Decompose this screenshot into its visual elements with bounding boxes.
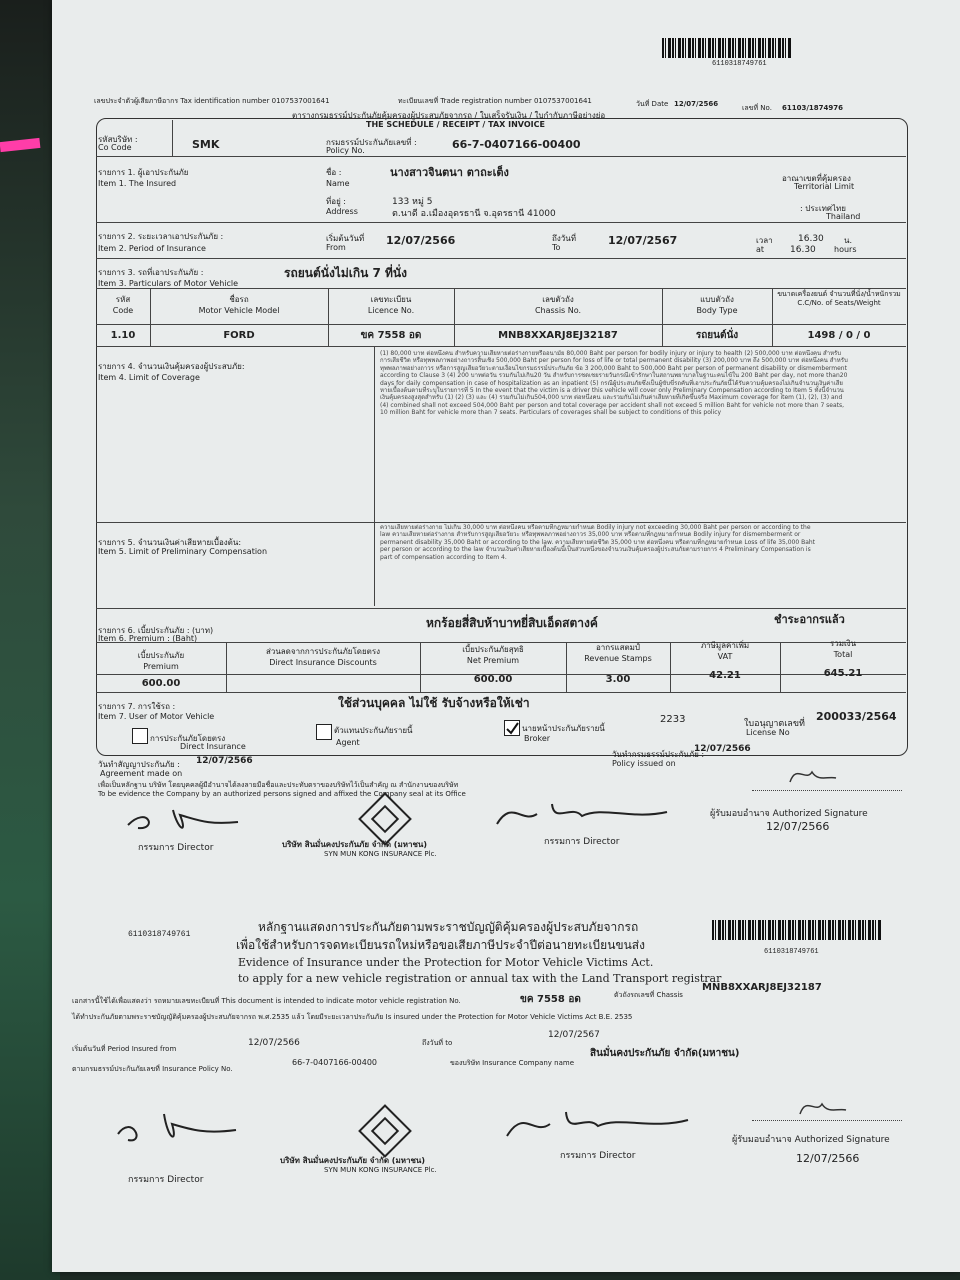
date-label: วันที่ Date [636, 100, 669, 108]
trade-registration: ทะเบียนเลขที่ Trade registration number 0107537001641 [398, 97, 592, 105]
evidence-title-en-2: to apply for a new vehicle registration or annual tax with the Land Transport registrar [238, 972, 722, 985]
evidence-to-value: 12/07/2567 [548, 1030, 600, 1040]
header-th: ภาษีมูลค่าเพิ่ม [700, 641, 750, 650]
license-label-th: ใบอนุญาตเลขที่ [744, 719, 805, 729]
header-th: ส่วนลดจากการประกันภัยโดยตรง [265, 647, 381, 656]
address-label-en: Address [326, 207, 358, 216]
divider [374, 346, 375, 522]
director-signature-2 [492, 794, 672, 834]
header-th: รวมเงิน [829, 639, 857, 648]
divider [96, 324, 906, 325]
discount-header [226, 646, 420, 668]
agent-label-th: ตัวแทนประกันภัยรายนี้ [334, 726, 413, 735]
director-signature-4 [502, 1102, 692, 1146]
divider [226, 642, 227, 692]
evidence-title-en-1: Evidence of Insurance under the Protection for Motor Vehicle Victims Act. [238, 956, 654, 969]
broker-label-en: Broker [524, 734, 551, 743]
divider [96, 258, 906, 259]
total-value: 645.21 [823, 668, 863, 679]
item7-label-en: Item 7. User of Motor Vehicle [98, 712, 215, 721]
license-number: 200033/2564 [816, 710, 897, 723]
company-name-th-1: บริษัท สินมั่นคงประกันภัย จำกัด (มหาชน) [282, 840, 428, 849]
company-logo-icon-2 [358, 1104, 412, 1158]
header-th: เลขทะเบียน [370, 295, 412, 304]
territory-label-en: Territorial Limit [794, 182, 855, 191]
tax-id: เลขประจำตัวผู้เสียภาษีอากร Tax identification number 0107537001641 [94, 97, 330, 105]
divider [96, 608, 906, 609]
time-value-to: 16.30 [790, 245, 816, 255]
evidence-policy-label: ตามกรมธรรม์ประกันภัยเลขที่ Insurance Policy No. [72, 1065, 233, 1073]
time-value-from: 16.30 [798, 234, 824, 244]
item1-label-en: Item 1. The Insured [98, 179, 177, 188]
net-premium-header [420, 644, 566, 666]
header-th: เบี้ยประกันภัยสุทธิ [462, 645, 524, 654]
title-english: THE SCHEDULE / RECEIPT / TAX INVOICE [366, 120, 545, 129]
direct-insurance-label-th: การประกันภัยโดยตรง [150, 734, 226, 743]
broker-code: 2233 [660, 714, 686, 725]
policy-label-en: Policy No. [326, 146, 365, 155]
divider [670, 642, 671, 692]
vat-header [670, 640, 780, 662]
to-label-th: ถึงวันที่ [552, 234, 576, 243]
vehicle-header-model [150, 294, 328, 316]
header-th: ชื่อรถ [229, 295, 249, 304]
vehicle-licence: ขค 7558 อด [360, 330, 422, 341]
territory-label-th: อาณาเขตที่คุ้มครอง [782, 174, 851, 183]
co-code-label-th: รหัสบริษัท : [98, 135, 138, 144]
license-label-en: License No [746, 728, 790, 737]
director-signature-3 [112, 1104, 242, 1154]
co-code-value: SMK [192, 138, 220, 151]
director-label-1: กรรมการ Director [138, 843, 214, 853]
name-label-th: ชื่อ : [326, 168, 342, 177]
item5-label-en: Item 5. Limit of Preliminary Compensation [98, 547, 268, 556]
evidence-barcode-number-left: 6110318749761 [128, 930, 191, 939]
address-line2: ต.นาดี อ.เมืองอุดรธานี จ.อุดรธานี 41000 [392, 209, 556, 219]
broker-checkbox[interactable] [504, 720, 520, 736]
header-th: ขนาดเครื่องยนต์ จำนวนที่นั่ง/น้ำหนักรวม [777, 290, 901, 298]
evidence-registration-label: เอกสารนี้ใช้ได้เพื่อแสดงว่า รถหมายเลขทะเบียนที่ This document is intended to indicate motor vehicle registration No. [72, 997, 461, 1005]
vehicle-chassis: MNB8XXARJ8EJ32187 [498, 330, 618, 341]
evidence-clause-th: เพื่อเป็นหลักฐาน บริษัท โดยบุคคลผู้มีอำนาจได้ลงลายมือชื่อและประทับตราของบริษัทไว้เป็นสำคัญ ณ สำนักงานของบริษัท [98, 781, 459, 789]
header-th: แบบตัวถัง [700, 295, 734, 304]
header-th: อากรแสตมป์ [595, 643, 641, 652]
address-label-th: ที่อยู่ : [326, 197, 347, 206]
evidence-company-value: สินมั่นคงประกันภัย จำกัด(มหาชน) [590, 1048, 740, 1059]
doc-no-label: เลขที่ No. [742, 104, 772, 112]
divider [96, 288, 906, 289]
header-th: รหัส [115, 295, 131, 304]
premium-in-words: หกร้อยสี่สิบห้าบาทยี่สิบเอ็ดสตางค์ [426, 616, 598, 630]
authorized-date-1: 12/07/2566 [766, 820, 830, 833]
evidence-from-label: เริ่มต้นวันที่ Period Insured from [72, 1045, 177, 1053]
agreement-date: 12/07/2566 [196, 756, 253, 766]
header-en: C.C/No. of Seats/Weight [797, 299, 881, 307]
time-unit-th: น. [844, 236, 853, 245]
time-label-en: at [756, 245, 765, 254]
from-label-th: เริ่มต้นวันที่ [326, 234, 365, 243]
header-en: Code [112, 306, 134, 315]
divider [374, 522, 375, 606]
item5-label-th: รายการ 5. จำนวนเงินค่าเสียหายเบื้องต้น: [98, 538, 242, 547]
divider [780, 642, 781, 692]
authorized-label-1: ผู้รับมอบอำนาจ Authorized Signature [710, 809, 868, 819]
header-en: Body Type [696, 306, 738, 315]
to-label-en: To [552, 243, 561, 252]
company-name-en-2: SYN MUN KONG INSURANCE Plc. [324, 1166, 437, 1174]
stamp-duty-paid: ชำระอากรแล้ว [774, 613, 845, 626]
header-en: Premium [143, 662, 179, 671]
issued-label-th: วันทำกรมธรรม์ประกันภัย : [612, 750, 705, 759]
header-en: VAT [717, 652, 733, 661]
total-header [780, 638, 906, 660]
header-en: Revenue Stamps [584, 654, 652, 663]
evidence-to-label: ถึงวันที่ to [422, 1039, 453, 1047]
address-line1: 133 หมู่ 5 [392, 197, 433, 207]
header-en: Direct Insurance Discounts [269, 658, 377, 667]
broker-label-th: นายหน้าประกันภัยรายนี้ [522, 724, 605, 733]
premium-value: 600.00 [141, 678, 181, 689]
issued-date: 12/07/2566 [694, 744, 751, 754]
policy-number: 66-7-0407166-00400 [452, 138, 581, 151]
item6-label-th: รายการ 6. เบี้ยประกันภัย : (บาท) [98, 626, 214, 635]
direct-insurance-label-en: Direct Insurance [180, 742, 246, 751]
time-unit-en: hours [834, 245, 857, 254]
insurance-document [52, 0, 960, 1272]
evidence-company-label: ของบริษัท Insurance Company name [450, 1059, 575, 1067]
background-surface [0, 0, 60, 1280]
preliminary-details: ความเสียหายต่อร่างกาย ไม่เกิน 30,000 บาท ต่อหนึ่งคน หรือตามที่กฎหมายกำหนด Bodily injury not exceeding 30,000 Baht per person or according to the law ความเสียหายต่อร่างกาย สำหรับการสูญเสียอวัยวะ หรือทุพพลภาพอย่างถาวร 35,000 บาท หรือตามที่กฎหมายกำหนด Bodily injury for dismemberment or permanent disability 35,000 Baht or according to the law. ความเสียหายต่อชีวิต 35,000 บาท ต่อหนึ่งคน หรือตามที่กฎหมายกำหนด Loss of life 35,000 Baht per person or according to the law จำนวนเงินค่าเสียหายเบื้องต้นนี้เป็นส่วนหนึ่งของจำนวนเงินคุ้มครองผู้ประสบภัยตามรายการ 4 Preliminary Compensation is part of compensation according to Item 4. [380, 524, 816, 561]
vehicle-header-chassis [454, 294, 662, 316]
director-label-4: กรรมการ Director [560, 1151, 636, 1161]
territory-country-en: Thailand [826, 212, 861, 221]
vat-value: 42.21 [709, 670, 741, 681]
evidence-chassis-label: ตัวถังรถเลขที่ Chassis [614, 991, 683, 999]
item1-label-th: รายการ 1. ผู้เอาประกันภัย [98, 168, 189, 177]
divider [96, 692, 906, 693]
vehicle-body-type: รถยนต์นั่ง [695, 330, 739, 341]
agent-label-en: Agent [336, 738, 360, 747]
authorized-date-2: 12/07/2566 [796, 1152, 860, 1165]
vehicle-header-engine [772, 290, 906, 308]
territory-country-th: : ประเทศไทย [800, 204, 846, 213]
divider [96, 222, 906, 223]
item2-label-en: Item 2. Period of Insurance [98, 244, 206, 253]
barcode-top [662, 38, 792, 58]
item4-label-en: Item 4. Limit of Coverage [98, 373, 200, 382]
evidence-title-th-2: เพื่อใช้สำหรับการจดทะเบียนรถใหม่หรือขอเสียภาษีประจำปีต่อนายทะเบียนขนส่ง [236, 938, 645, 952]
item3-label-th: รายการ 3. รถที่เอาประกันภัย : [98, 268, 204, 277]
item3-label-en: Item 3. Particulars of Motor Vehicle [98, 279, 239, 288]
divider [172, 120, 173, 156]
item7-label-th: รายการ 7. การใช้รถ : [98, 702, 176, 711]
insured-name: นางสาวจินตนา ตาถะเต็ง [390, 166, 509, 179]
stamps-value: 3.00 [605, 674, 631, 685]
name-label-en: Name [326, 179, 350, 188]
signature-line [752, 790, 902, 791]
date-value: 12/07/2566 [674, 100, 719, 108]
header-th: เลขตัวถัง [542, 295, 574, 304]
evidence-policy-value: 66-7-0407166-00400 [292, 1058, 378, 1067]
barcode-top-number: 6110318749761 [712, 60, 767, 68]
net-premium-value: 600.00 [473, 674, 513, 685]
issued-label-en: Policy issued on [612, 759, 676, 768]
period-to-value: 12/07/2567 [608, 234, 678, 247]
vehicle-model: FORD [223, 330, 255, 341]
barcode-bottom [712, 920, 882, 940]
authorized-signature-1 [782, 760, 842, 790]
item2-label-th: รายการ 2. ระยะเวลาเอาประกันภัย : [98, 232, 224, 241]
evidence-registration-value: ขค 7558 อด [520, 994, 581, 1005]
coverage-details: (1) 80,000 บาท ต่อหนึ่งคน สำหรับความเสียหายต่อร่างกายหรืออนามัย 80,000 Baht per person for bodily injury or injury to health (2) 500,000 บาท ต่อหนึ่งคน สำหรับการเสียชีวิต หรือทุพพลภาพอย่างถาวรสิ้นเชิง 500,000 Baht per person for loss of life or total permanent disability (3) 200,000 บาท ถึง 500,000 บาท ต่อหนึ่งคน สำหรับทุพพลภาพอย่างถาวร หรือการสูญเสียอวัยวะตามเงื่อนไขกรมธรรม์ประกันภัย ข้อ 3 200,000 Baht to 500,000 Baht per person of permanent disability or dismemberment according to Clause 3 (4) 200 บาทต่อวัน รวมกันไม่เกิน20 วัน สำหรับการชดเชยรายวันกรณีเข้ารักษาในสถานพยาบาลในฐานะคนไข้ใน 200 Baht per day, not more than20 days for daily compensation in case of hospitalization as an inpatient (5) กรณีผู้ประสบภัยซึ่งเป็นผู้ขับขี่รถคันที่เอาประกันภัยนี้ได้รับความคุ้มครองไม่เกินจำนวนเงินค่าเสียหายเบื้องต้นตามที่ระบุในรายการที่ 5 In the event that the victim is a driver this vehicle will cover only Preliminary Compensation according to Item 5 ทั้งนี้จำนวนเงินคุ้มครองสูงสุดสำหรับ (1) (2) (3) และ (4) รวมกันไม่เกิน504,000 บาท ต่อหนึ่งคน และรวมกันไม่เกินค่าเสียหายที่เกิดขึ้นจริง Maximum coverage for item (1), (2), (3) and (4) combined shall not exceed 504,000 Baht per person and total coverage per accident shall not exceed 5 million Baht for vehicle not more than 7 seats, 10 million Baht for vehicle more than 7 seats. Particulars of coverages shall be subject to conditions of this policy [380, 350, 848, 417]
header-en: Chassis No. [534, 306, 582, 315]
director-signature-1 [118, 800, 248, 840]
from-label-en: From [326, 243, 346, 252]
divider [96, 156, 906, 157]
stamps-header [566, 642, 670, 664]
divider [96, 346, 906, 347]
vehicle-type: รถยนต์นั่งไม่เกิน 7 ที่นั่ง [284, 266, 407, 280]
agent-checkbox[interactable] [316, 724, 332, 740]
title-thai: ตารางกรมธรรม์ประกันภัยคุ้มครองผู้ประสบภัยจากรถ / ใบเสร็จรับเงิน / ใบกำกับภาษีอย่างย่อ [292, 111, 606, 120]
director-label-3: กรรมการ Director [128, 1175, 204, 1185]
evidence-barcode-number-right: 6110318749761 [764, 948, 819, 956]
vehicle-engine: 1498 / 0 / 0 [807, 330, 871, 341]
vehicle-header-licence [328, 294, 454, 316]
vehicle-use: ใช้ส่วนบุคคล ไม่ใช้ รับจ้างหรือให้เช่า [338, 696, 530, 710]
policy-label-th: กรมธรรม์ประกันภัยเลขที่ : [326, 138, 417, 147]
company-name-en-1: SYN MUN KONG INSURANCE Plc. [324, 850, 437, 858]
authorized-signature-2 [792, 1092, 852, 1122]
header-en: Motor Vehicle Model [198, 306, 280, 315]
vehicle-header-code [96, 294, 150, 316]
agreement-label-en: Agreement made on [100, 769, 183, 778]
divider [96, 522, 906, 523]
header-en: Total [833, 650, 853, 659]
authorized-label-2: ผู้รับมอบอำนาจ Authorized Signature [732, 1135, 890, 1145]
doc-no-value: 61103/1874976 [782, 104, 844, 112]
agreement-label-th: วันทำสัญญาประกันภัย : [98, 760, 180, 769]
evidence-chassis-value: MNB8XXARJ8EJ32187 [702, 982, 822, 993]
header-en: Licence No. [367, 306, 415, 315]
director-label-2: กรรมการ Director [544, 837, 620, 847]
item6-label-en: Item 6. Premium : (Baht) [98, 634, 198, 643]
company-name-th-2: บริษัท สินมั่นคงประกันภัย จำกัด (มหาชน) [280, 1156, 426, 1165]
co-code-label-en: Co Code [98, 143, 132, 152]
checkmark-icon [505, 722, 519, 736]
header-en: Net Premium [466, 656, 520, 665]
evidence-title-th-1: หลักฐานแสดงการประกันภัยตามพระราชบัญญัติคุ้มครองผู้ประสบภัยจากรถ [258, 920, 639, 934]
vehicle-header-body [662, 294, 772, 316]
evidence-insured-statement: ได้ทำประกันภัยตามพระราชบัญญัติคุ้มครองผู้ประสบภัยจากรถ พ.ศ.2535 แล้ว โดยมีระยะเวลาประกันภัย Is insured under the Protection for Motor Vehicle Victims Act B.E. 2535 [72, 1013, 633, 1021]
item4-label-th: รายการ 4. จำนวนเงินคุ้มครองผู้ประสบภัย: [98, 362, 245, 371]
direct-insurance-checkbox[interactable] [132, 728, 148, 744]
time-label-th: เวลา [756, 236, 773, 245]
header-th: เบี้ยประกันภัย [137, 651, 185, 660]
evidence-from-value: 12/07/2566 [248, 1038, 300, 1048]
period-from-value: 12/07/2566 [386, 234, 456, 247]
premium-header [96, 650, 226, 672]
vehicle-code: 1.10 [110, 330, 136, 341]
signature-line [752, 1120, 902, 1121]
evidence-clause-en: To be evidence the Company by an authorized persons signed and affixed the Company seal at its Office [98, 790, 466, 798]
